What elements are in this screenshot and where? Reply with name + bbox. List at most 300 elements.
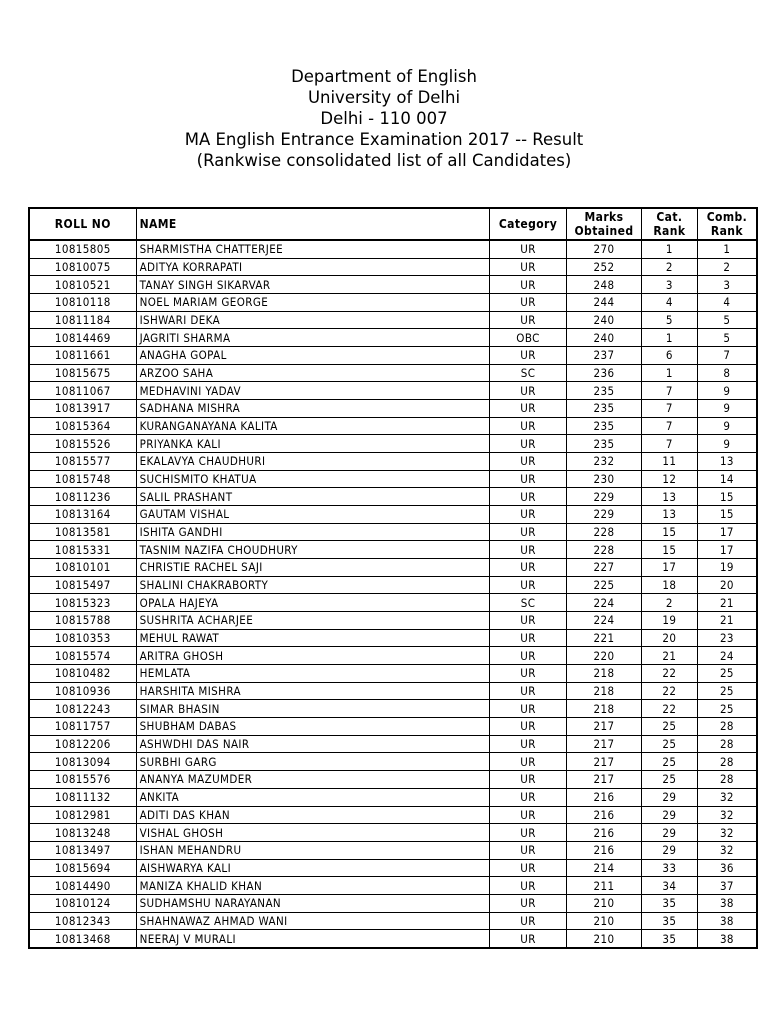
cat-rank-cell: 34 (641, 877, 697, 895)
cat-rank-cell: 20 (641, 629, 697, 647)
marks-cell: 235 (567, 400, 642, 418)
category-cell: UR (490, 806, 567, 824)
comb-rank-cell: 21 (697, 612, 757, 630)
table-row (29, 612, 757, 630)
roll-no-cell: 10812206 (29, 735, 136, 753)
column-header-marks-line1: Marks (584, 210, 624, 224)
marks-cell: 228 (567, 541, 642, 559)
cat-rank-cell: 7 (641, 382, 697, 400)
marks-cell: 230 (567, 470, 642, 488)
roll-no-cell: 10815323 (29, 594, 136, 612)
department-name: Department of English (291, 67, 477, 86)
cat-rank-cell: 29 (641, 806, 697, 824)
table-row (29, 735, 757, 753)
table-row (29, 629, 757, 647)
comb-rank-cell: 9 (697, 400, 757, 418)
name-cell: CHRISTIE RACHEL SAJI (136, 559, 489, 577)
roll-no-cell: 10810124 (29, 894, 136, 912)
cat-rank-cell: 2 (641, 594, 697, 612)
category-cell: UR (490, 382, 567, 400)
comb-rank-cell: 1 (697, 240, 757, 258)
column-header-comb-rank-line1: Comb. (706, 210, 748, 224)
category-cell: UR (490, 453, 567, 471)
cat-rank-cell: 15 (641, 541, 697, 559)
name-cell: EKALAVYA CHAUDHURI (136, 453, 489, 471)
cat-rank-cell: 18 (641, 576, 697, 594)
name-cell: NOEL MARIAM GEORGE (136, 294, 489, 312)
cat-rank-cell: 13 (641, 488, 697, 506)
cat-rank-cell: 22 (641, 665, 697, 683)
category-cell: UR (490, 311, 567, 329)
marks-cell: 244 (567, 294, 642, 312)
marks-cell: 216 (567, 841, 642, 859)
name-cell: ANKITA (136, 788, 489, 806)
roll-no-cell: 10812343 (29, 912, 136, 930)
exam-title: MA English Entrance Examination 2017 -- Result (184, 130, 584, 149)
roll-no-cell: 10815805 (29, 240, 136, 258)
comb-rank-cell: 5 (697, 329, 757, 347)
roll-no-cell: 10815574 (29, 647, 136, 665)
table-row (29, 523, 757, 541)
comb-rank-cell: 9 (697, 382, 757, 400)
roll-no-cell: 10810521 (29, 276, 136, 294)
category-cell: UR (490, 258, 567, 276)
marks-cell: 252 (567, 258, 642, 276)
comb-rank-cell: 37 (697, 877, 757, 895)
name-cell: SADHANA MISHRA (136, 400, 489, 418)
roll-no-cell: 10813497 (29, 841, 136, 859)
marks-cell: 216 (567, 806, 642, 824)
category-cell: UR (490, 894, 567, 912)
category-cell: UR (490, 559, 567, 577)
cat-rank-cell: 29 (641, 841, 697, 859)
category-cell: UR (490, 682, 567, 700)
comb-rank-cell: 13 (697, 453, 757, 471)
name-cell: PRIYANKA KALI (136, 435, 489, 453)
category-cell: UR (490, 824, 567, 842)
table-row (29, 824, 757, 842)
comb-rank-cell: 20 (697, 576, 757, 594)
column-header-comb-rank-line2: Rank (710, 224, 743, 238)
name-cell: OPALA HAJEYA (136, 594, 489, 612)
table-row (29, 859, 757, 877)
roll-no-cell: 10815577 (29, 453, 136, 471)
cat-rank-cell: 1 (641, 240, 697, 258)
marks-cell: 217 (567, 735, 642, 753)
marks-cell: 214 (567, 859, 642, 877)
comb-rank-cell: 23 (697, 629, 757, 647)
marks-cell: 217 (567, 718, 642, 736)
results-table-header (29, 208, 757, 240)
comb-rank-cell: 38 (697, 912, 757, 930)
marks-cell: 217 (567, 771, 642, 789)
document-header (0, 66, 768, 171)
marks-cell: 224 (567, 594, 642, 612)
table-row (29, 877, 757, 895)
comb-rank-cell: 38 (697, 930, 757, 948)
category-cell: SC (490, 364, 567, 382)
comb-rank-cell: 17 (697, 541, 757, 559)
table-row (29, 576, 757, 594)
comb-rank-cell: 8 (697, 364, 757, 382)
roll-no-cell: 10811067 (29, 382, 136, 400)
marks-cell: 218 (567, 665, 642, 683)
roll-no-cell: 10815526 (29, 435, 136, 453)
name-cell: ADITI DAS KHAN (136, 806, 489, 824)
category-cell: UR (490, 294, 567, 312)
category-cell: UR (490, 930, 567, 948)
cat-rank-cell: 7 (641, 400, 697, 418)
marks-cell: 227 (567, 559, 642, 577)
marks-cell: 216 (567, 788, 642, 806)
results-table-container (28, 207, 758, 949)
category-cell: UR (490, 506, 567, 524)
marks-cell: 248 (567, 276, 642, 294)
name-cell: ARITRA GHOSH (136, 647, 489, 665)
column-header-name: NAME (136, 208, 489, 240)
category-cell: UR (490, 276, 567, 294)
name-cell: SUDHAMSHU NARAYANAN (136, 894, 489, 912)
column-header-marks-line2: Obtained (574, 224, 634, 238)
cat-rank-cell: 29 (641, 788, 697, 806)
roll-no-cell: 10815694 (29, 859, 136, 877)
name-cell: ISHAN MEHANDRU (136, 841, 489, 859)
roll-no-cell: 10812981 (29, 806, 136, 824)
roll-no-cell: 10812243 (29, 700, 136, 718)
table-row (29, 382, 757, 400)
marks-cell: 224 (567, 612, 642, 630)
name-cell: SIMAR BHASIN (136, 700, 489, 718)
roll-no-cell: 10811757 (29, 718, 136, 736)
table-row (29, 700, 757, 718)
roll-no-cell: 10814490 (29, 877, 136, 895)
category-cell: UR (490, 735, 567, 753)
list-subtitle: (Rankwise consolidated list of all Candidates) (196, 151, 572, 170)
name-cell: SHUBHAM DABAS (136, 718, 489, 736)
marks-cell: 240 (567, 311, 642, 329)
cat-rank-cell: 25 (641, 735, 697, 753)
roll-no-cell: 10810936 (29, 682, 136, 700)
category-cell: UR (490, 859, 567, 877)
cat-rank-cell: 19 (641, 612, 697, 630)
category-cell: UR (490, 576, 567, 594)
name-cell: SHARMISTHA CHATTERJEE (136, 240, 489, 258)
category-cell: UR (490, 700, 567, 718)
cat-rank-cell: 4 (641, 294, 697, 312)
category-cell: UR (490, 488, 567, 506)
university-address: Delhi - 110 007 (320, 109, 448, 128)
category-cell: UR (490, 417, 567, 435)
roll-no-cell: 10813248 (29, 824, 136, 842)
marks-cell: 235 (567, 382, 642, 400)
roll-no-cell: 10810353 (29, 629, 136, 647)
name-cell: SHAHNAWAZ AHMAD WANI (136, 912, 489, 930)
category-cell: UR (490, 435, 567, 453)
name-cell: ASHWDHI DAS NAIR (136, 735, 489, 753)
category-cell: UR (490, 753, 567, 771)
comb-rank-cell: 19 (697, 559, 757, 577)
roll-no-cell: 10813581 (29, 523, 136, 541)
table-row (29, 453, 757, 471)
name-cell: SALIL PRASHANT (136, 488, 489, 506)
comb-rank-cell: 15 (697, 506, 757, 524)
marks-cell: 210 (567, 894, 642, 912)
name-cell: ANANYA MAZUMDER (136, 771, 489, 789)
table-row (29, 594, 757, 612)
column-header-category: Category (490, 208, 567, 240)
comb-rank-cell: 24 (697, 647, 757, 665)
cat-rank-cell: 13 (641, 506, 697, 524)
category-cell: OBC (490, 329, 567, 347)
comb-rank-cell: 3 (697, 276, 757, 294)
comb-rank-cell: 2 (697, 258, 757, 276)
roll-no-cell: 10815497 (29, 576, 136, 594)
table-row (29, 559, 757, 577)
table-row (29, 912, 757, 930)
roll-no-cell: 10813094 (29, 753, 136, 771)
roll-no-cell: 10815748 (29, 470, 136, 488)
marks-cell: 232 (567, 453, 642, 471)
cat-rank-cell: 22 (641, 682, 697, 700)
name-cell: NEERAJ V MURALI (136, 930, 489, 948)
cat-rank-cell: 22 (641, 700, 697, 718)
table-row (29, 417, 757, 435)
category-cell: UR (490, 718, 567, 736)
table-row (29, 682, 757, 700)
table-row (29, 400, 757, 418)
table-row (29, 841, 757, 859)
name-cell: MEDHAVINI YADAV (136, 382, 489, 400)
marks-cell: 229 (567, 488, 642, 506)
cat-rank-cell: 35 (641, 894, 697, 912)
name-cell: ADITYA KORRAPATI (136, 258, 489, 276)
comb-rank-cell: 14 (697, 470, 757, 488)
category-cell: UR (490, 629, 567, 647)
marks-cell: 225 (567, 576, 642, 594)
table-row (29, 276, 757, 294)
table-row (29, 435, 757, 453)
marks-cell: 210 (567, 930, 642, 948)
comb-rank-cell: 9 (697, 417, 757, 435)
header-row (29, 208, 757, 240)
comb-rank-cell: 5 (697, 311, 757, 329)
name-cell: ISHWARI DEKA (136, 311, 489, 329)
column-header-cat-rank-line2: Rank (653, 224, 686, 238)
table-row (29, 506, 757, 524)
comb-rank-cell: 28 (697, 735, 757, 753)
name-cell: GAUTAM VISHAL (136, 506, 489, 524)
comb-rank-cell: 32 (697, 806, 757, 824)
comb-rank-cell: 9 (697, 435, 757, 453)
comb-rank-cell: 7 (697, 347, 757, 365)
column-header-cat-rank (641, 208, 697, 240)
cat-rank-cell: 1 (641, 329, 697, 347)
name-cell: VISHAL GHOSH (136, 824, 489, 842)
roll-no-cell: 10810482 (29, 665, 136, 683)
university-name: University of Delhi (307, 88, 461, 107)
cat-rank-cell: 7 (641, 417, 697, 435)
comb-rank-cell: 4 (697, 294, 757, 312)
category-cell: SC (490, 594, 567, 612)
roll-no-cell: 10815788 (29, 612, 136, 630)
comb-rank-cell: 25 (697, 700, 757, 718)
table-row (29, 329, 757, 347)
comb-rank-cell: 17 (697, 523, 757, 541)
results-table (28, 207, 758, 949)
cat-rank-cell: 11 (641, 453, 697, 471)
category-cell: UR (490, 470, 567, 488)
cat-rank-cell: 35 (641, 912, 697, 930)
cat-rank-cell: 15 (641, 523, 697, 541)
name-cell: JAGRITI SHARMA (136, 329, 489, 347)
column-header-marks-obtained (567, 208, 642, 240)
roll-no-cell: 10810118 (29, 294, 136, 312)
comb-rank-cell: 21 (697, 594, 757, 612)
marks-cell: 235 (567, 435, 642, 453)
roll-no-cell: 10815331 (29, 541, 136, 559)
name-cell: MANIZA KHALID KHAN (136, 877, 489, 895)
category-cell: UR (490, 347, 567, 365)
roll-no-cell: 10810101 (29, 559, 136, 577)
comb-rank-cell: 28 (697, 718, 757, 736)
comb-rank-cell: 32 (697, 788, 757, 806)
table-row (29, 541, 757, 559)
name-cell: KURANGANAYANA KALITA (136, 417, 489, 435)
comb-rank-cell: 32 (697, 841, 757, 859)
table-row (29, 665, 757, 683)
comb-rank-cell: 38 (697, 894, 757, 912)
table-row (29, 718, 757, 736)
category-cell: UR (490, 841, 567, 859)
category-cell: UR (490, 912, 567, 930)
comb-rank-cell: 25 (697, 665, 757, 683)
column-header-roll-no: ROLL NO (29, 208, 136, 240)
name-cell: AISHWARYA KALI (136, 859, 489, 877)
marks-cell: 218 (567, 700, 642, 718)
marks-cell: 236 (567, 364, 642, 382)
roll-no-cell: 10815576 (29, 771, 136, 789)
name-cell: HARSHITA MISHRA (136, 682, 489, 700)
table-row (29, 347, 757, 365)
marks-cell: 211 (567, 877, 642, 895)
comb-rank-cell: 25 (697, 682, 757, 700)
comb-rank-cell: 28 (697, 753, 757, 771)
marks-cell: 237 (567, 347, 642, 365)
table-row (29, 771, 757, 789)
cat-rank-cell: 17 (641, 559, 697, 577)
cat-rank-cell: 6 (641, 347, 697, 365)
marks-cell: 220 (567, 647, 642, 665)
roll-no-cell: 10813164 (29, 506, 136, 524)
table-row (29, 470, 757, 488)
table-row (29, 647, 757, 665)
table-row (29, 258, 757, 276)
category-cell: UR (490, 541, 567, 559)
cat-rank-cell: 21 (641, 647, 697, 665)
cat-rank-cell: 2 (641, 258, 697, 276)
cat-rank-cell: 35 (641, 930, 697, 948)
marks-cell: 218 (567, 682, 642, 700)
category-cell: UR (490, 612, 567, 630)
category-cell: UR (490, 240, 567, 258)
column-header-cat-rank-line1: Cat. (656, 210, 683, 224)
cat-rank-cell: 12 (641, 470, 697, 488)
category-cell: UR (490, 523, 567, 541)
marks-cell: 270 (567, 240, 642, 258)
table-row (29, 753, 757, 771)
marks-cell: 229 (567, 506, 642, 524)
roll-no-cell: 10814469 (29, 329, 136, 347)
roll-no-cell: 10811132 (29, 788, 136, 806)
marks-cell: 217 (567, 753, 642, 771)
table-row (29, 930, 757, 948)
cat-rank-cell: 1 (641, 364, 697, 382)
table-row (29, 294, 757, 312)
name-cell: SURBHI GARG (136, 753, 489, 771)
marks-cell: 216 (567, 824, 642, 842)
roll-no-cell: 10811661 (29, 347, 136, 365)
comb-rank-cell: 32 (697, 824, 757, 842)
column-header-comb-rank (697, 208, 757, 240)
roll-no-cell: 10813917 (29, 400, 136, 418)
roll-no-cell: 10811236 (29, 488, 136, 506)
cat-rank-cell: 25 (641, 771, 697, 789)
table-row (29, 806, 757, 824)
marks-cell: 235 (567, 417, 642, 435)
roll-no-cell: 10815675 (29, 364, 136, 382)
name-cell: HEMLATA (136, 665, 489, 683)
cat-rank-cell: 7 (641, 435, 697, 453)
marks-cell: 210 (567, 912, 642, 930)
cat-rank-cell: 5 (641, 311, 697, 329)
name-cell: TANAY SINGH SIKARVAR (136, 276, 489, 294)
comb-rank-cell: 36 (697, 859, 757, 877)
roll-no-cell: 10813468 (29, 930, 136, 948)
category-cell: UR (490, 771, 567, 789)
name-cell: ISHITA GANDHI (136, 523, 489, 541)
name-cell: SUCHISMITO KHATUA (136, 470, 489, 488)
name-cell: TASNIM NAZIFA CHOUDHURY (136, 541, 489, 559)
marks-cell: 228 (567, 523, 642, 541)
marks-cell: 240 (567, 329, 642, 347)
table-row (29, 894, 757, 912)
cat-rank-cell: 3 (641, 276, 697, 294)
cat-rank-cell: 29 (641, 824, 697, 842)
name-cell: ANAGHA GOPAL (136, 347, 489, 365)
name-cell: SHALINI CHAKRABORTY (136, 576, 489, 594)
cat-rank-cell: 25 (641, 718, 697, 736)
table-row (29, 240, 757, 258)
roll-no-cell: 10810075 (29, 258, 136, 276)
name-cell: ARZOO SAHA (136, 364, 489, 382)
name-cell: SUSHRITA ACHARJEE (136, 612, 489, 630)
roll-no-cell: 10815364 (29, 417, 136, 435)
table-row (29, 488, 757, 506)
cat-rank-cell: 25 (641, 753, 697, 771)
results-table-body (29, 240, 757, 948)
marks-cell: 221 (567, 629, 642, 647)
category-cell: UR (490, 647, 567, 665)
category-cell: UR (490, 665, 567, 683)
comb-rank-cell: 28 (697, 771, 757, 789)
table-row (29, 364, 757, 382)
comb-rank-cell: 15 (697, 488, 757, 506)
name-cell: MEHUL RAWAT (136, 629, 489, 647)
table-row (29, 311, 757, 329)
table-row (29, 788, 757, 806)
category-cell: UR (490, 400, 567, 418)
category-cell: UR (490, 788, 567, 806)
